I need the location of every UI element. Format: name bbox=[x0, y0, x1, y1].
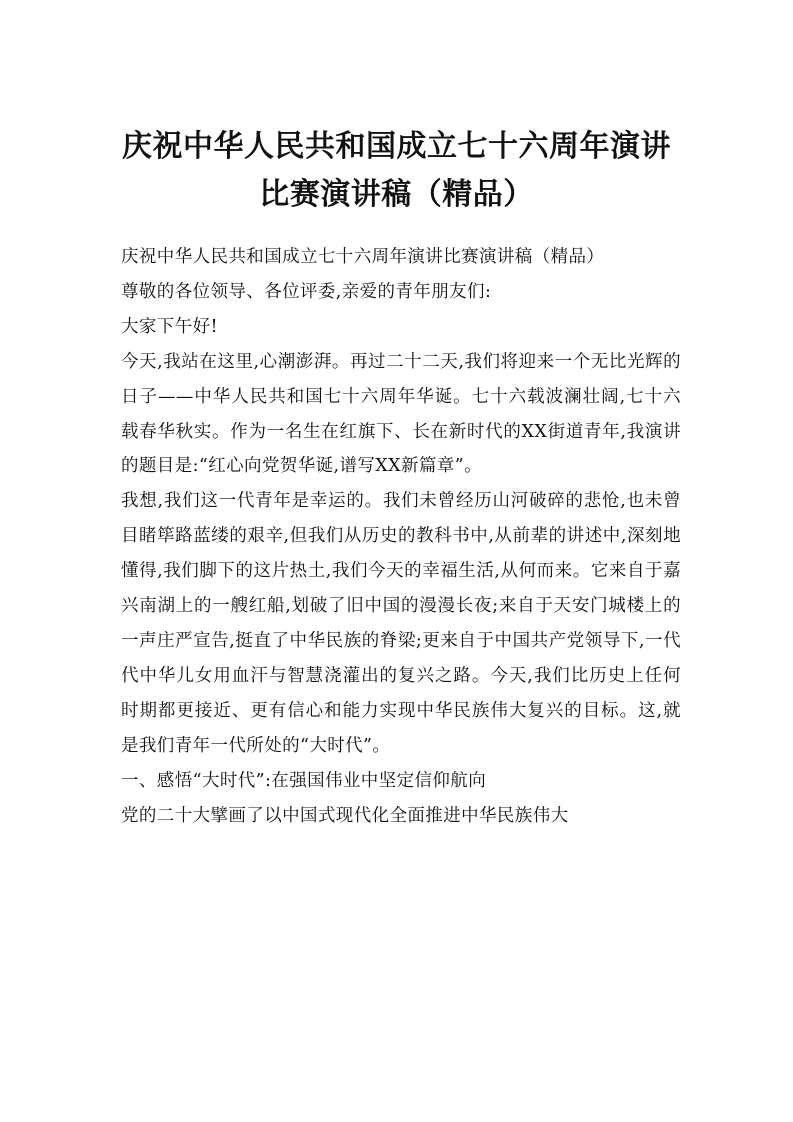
document-title-line-1: 庆祝中华人民共和国成立七十六周年演讲 bbox=[122, 129, 671, 164]
paragraph-intro: 今天,我站在这里,心潮澎湃。再过二十二天,我们将迎来一个无比光辉的日子——中华人民共和国七十六周年华诞。七十六载波澜壮阔,七十六载春华秋实。作为一名生在红旗下、长在新时代的XX街道青年,我演讲的题目是:“红心向党贺华诞,谱写XX新篇章”。 bbox=[121, 351, 681, 477]
paragraph-salutation: 尊敬的各位领导、各位评委,亲爱的青年朋友们: bbox=[121, 281, 492, 302]
paragraph-section-1: 党的二十大擘画了以中国式现代化全面推进中华民族伟大 bbox=[121, 805, 569, 826]
section-heading-1: 一、感悟“大时代”:在强国伟业中坚定信仰航向 bbox=[121, 770, 487, 791]
paragraph-heading-repeat: 庆祝中华人民共和国成立七十六周年演讲比赛演讲稿（精品） bbox=[121, 247, 605, 267]
paragraph-greeting: 大家下午好! bbox=[121, 316, 218, 337]
document-body bbox=[121, 240, 681, 833]
paragraph-history: 我想,我们这一代青年是幸运的。我们未曾经历山河破碎的悲怆,也未曾目睹筚路蓝缕的艰辛,但我们从历史的教科书中,从前辈的讲述中,深刻地懂得,我们脚下的这片热土,我们今天的幸福生活,从何而来。它来自于嘉兴南湖上的一艘红船,划破了旧中国的漫漫长夜;来自于天安门城楼上的一声庄严宣告,挺直了中华民族的脊梁;更来自于中国共产党领导下,一代代中华儿女用血汗与智慧浇灌出的复兴之路。今天,我们比历史上任何时期都更接近、更有信心和能力实现中华民族伟大复兴的目标。这,就是我们青年一代所处的“大时代”。 bbox=[121, 491, 681, 756]
document-title-line-2: 比赛演讲稿（精品） bbox=[259, 177, 534, 212]
